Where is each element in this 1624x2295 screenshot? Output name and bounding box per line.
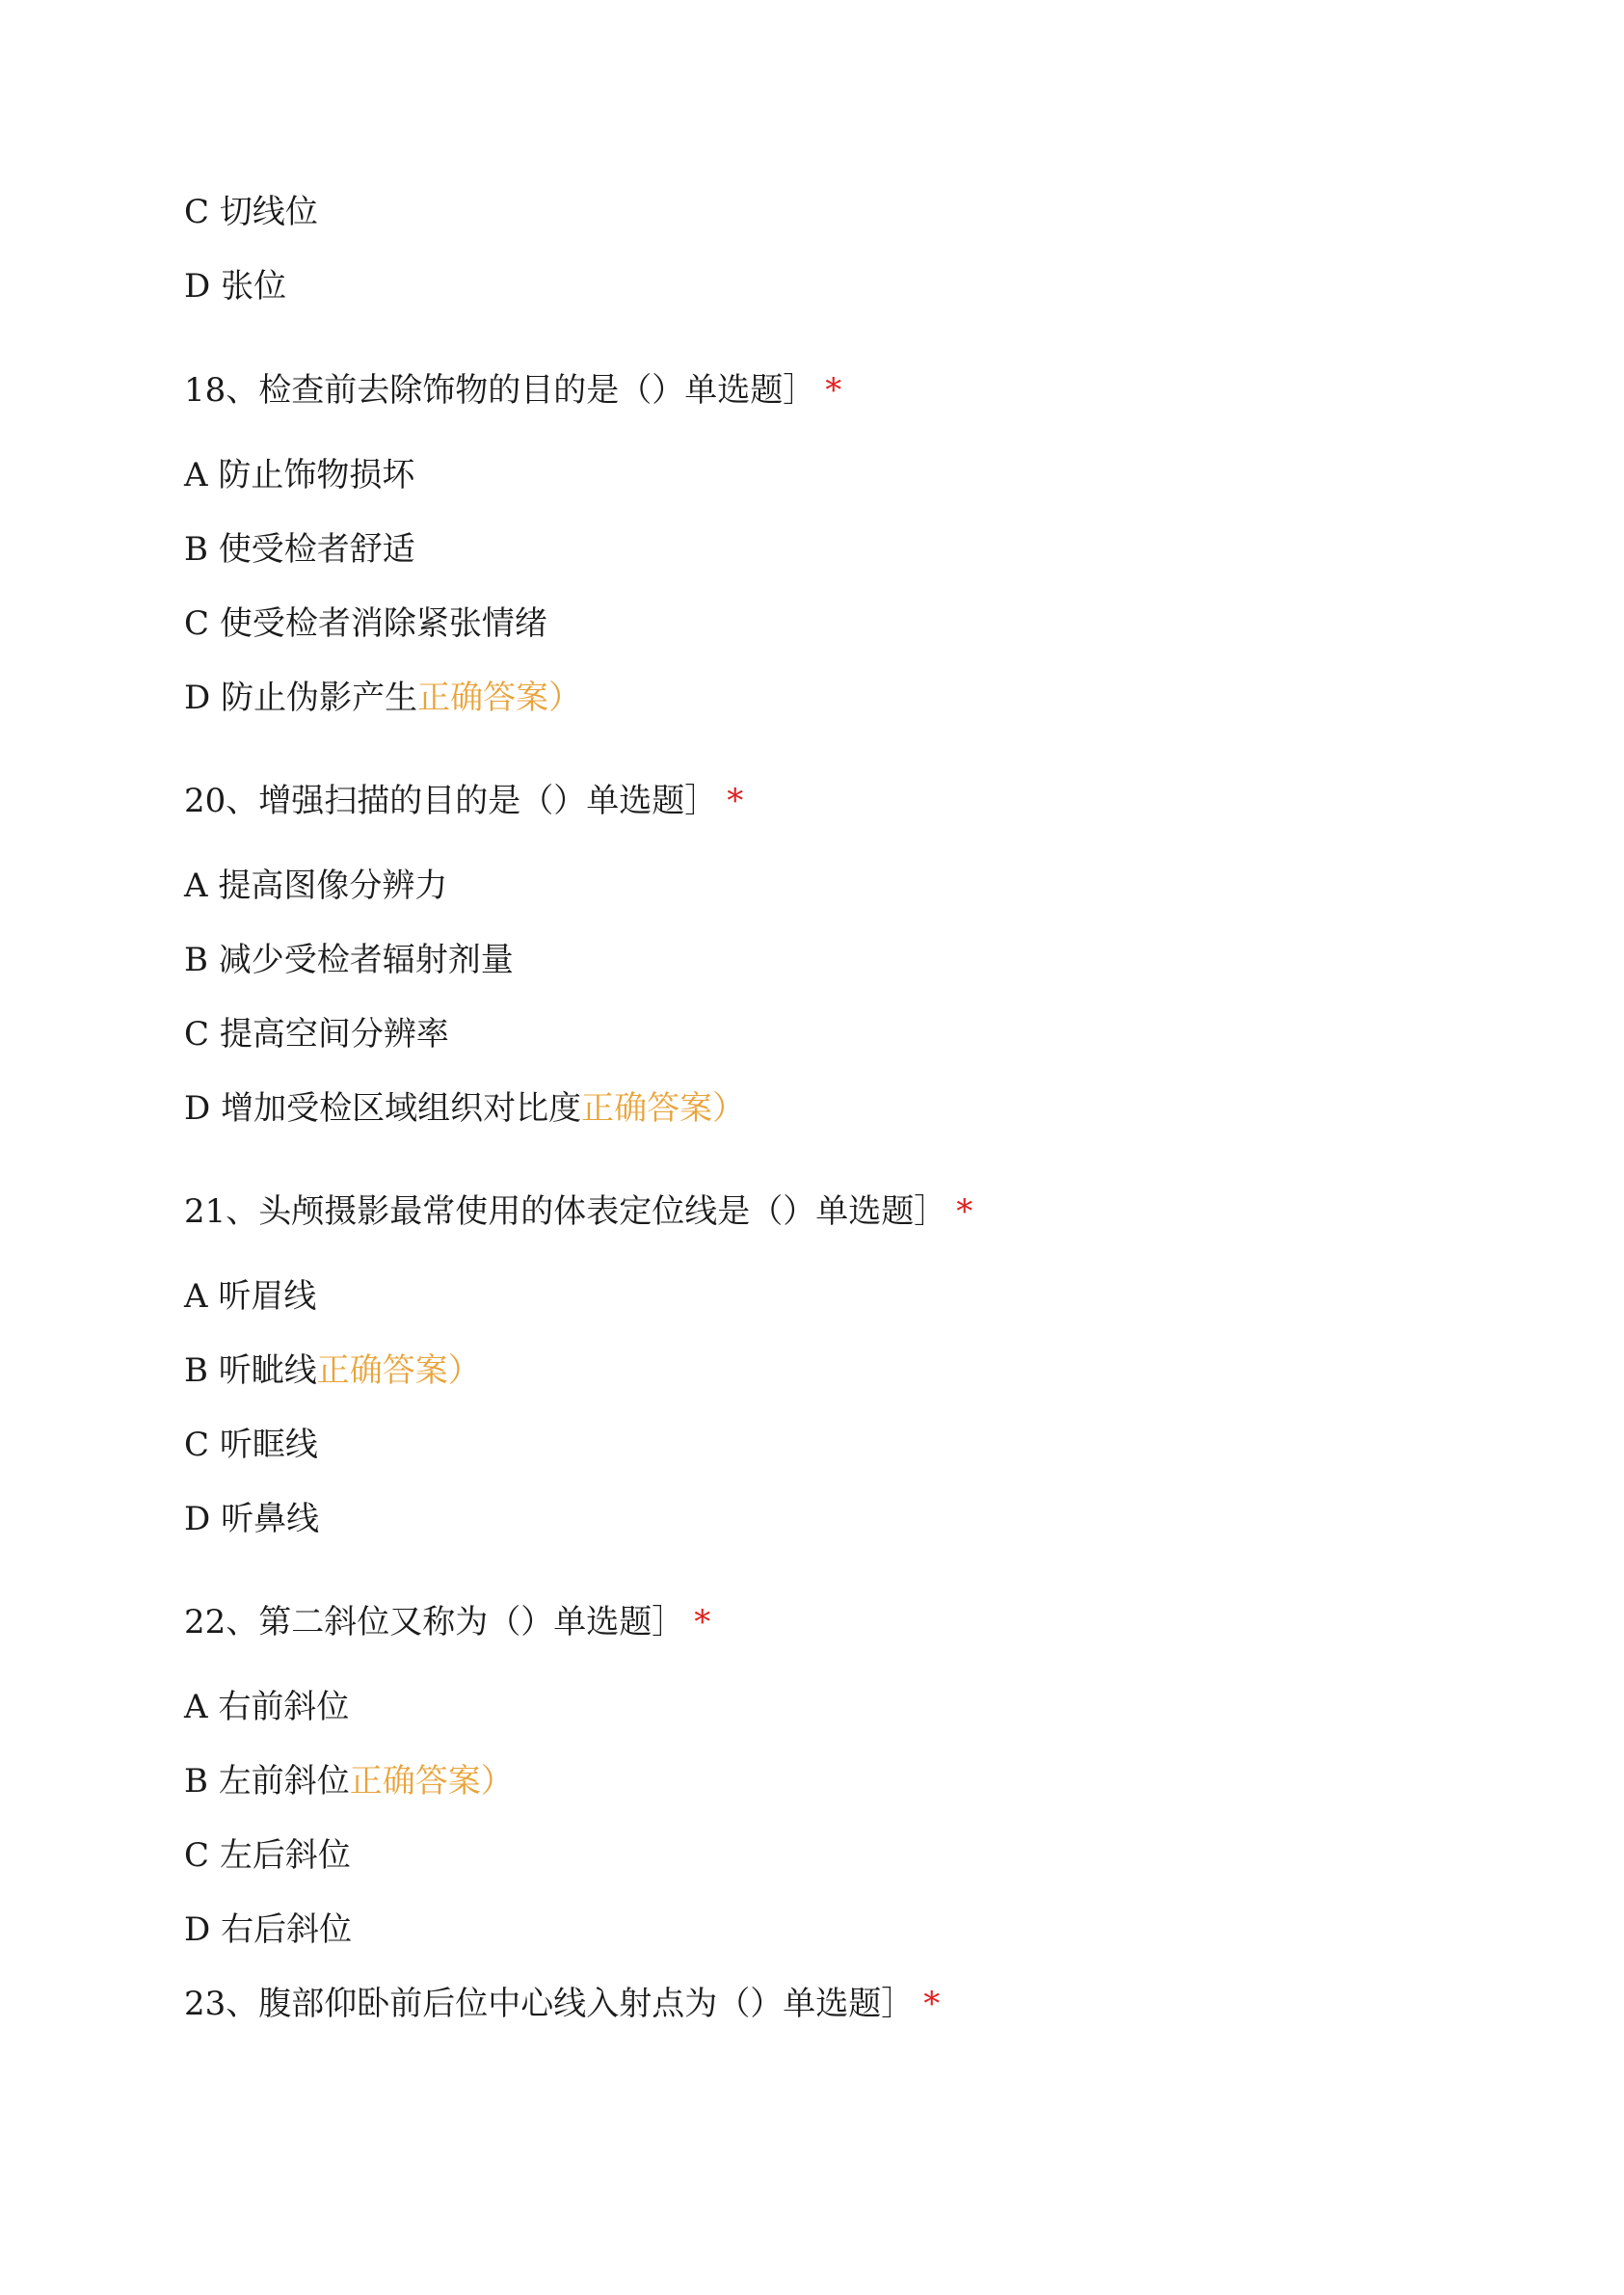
- option-text: A 右前斜位: [184, 1688, 350, 1726]
- question-22: [184, 1602, 710, 1642]
- correct-answer-marker: 正确答案）: [581, 1089, 746, 1128]
- option-text: D 张位: [184, 267, 287, 306]
- required-star: *: [825, 371, 842, 410]
- question-18-option-b: [184, 529, 415, 570]
- required-star: *: [694, 1603, 711, 1641]
- question-22-option-b: [184, 1761, 514, 1801]
- question-23: [184, 1984, 940, 2024]
- question-21-option-c: [184, 1425, 318, 1465]
- option-text: D 增加受检区域组织对比度: [184, 1089, 582, 1128]
- question-18-option-d: [184, 678, 581, 718]
- correct-answer-marker: 正确答案）: [349, 1762, 514, 1801]
- question-21-option-b: [184, 1350, 481, 1391]
- question-21: [184, 1191, 972, 1232]
- correct-answer-marker: 正确答案）: [417, 679, 582, 717]
- option-text: C 听眶线: [184, 1426, 318, 1464]
- question-21-option-a: [184, 1276, 316, 1317]
- question-18: [184, 370, 841, 411]
- option-c-prev: [184, 192, 318, 232]
- question-22-option-d: [184, 1909, 352, 1950]
- option-text: B 使受检者舒适: [184, 530, 415, 569]
- option-text: C 切线位: [184, 193, 318, 231]
- option-text: A 防止饰物损坏: [184, 456, 415, 494]
- question-22-option-c: [184, 1835, 351, 1876]
- option-d-prev: [184, 266, 286, 307]
- question-20-option-b: [184, 940, 514, 980]
- question-text: 18、检查前去除饰物的目的是（）单选题］: [184, 371, 816, 410]
- correct-answer-marker: 正确答案）: [316, 1351, 481, 1390]
- option-text: B 左前斜位: [184, 1762, 350, 1801]
- option-text: B 听眦线: [184, 1351, 317, 1390]
- question-20-option-a: [184, 866, 447, 906]
- question-text: 23、腹部仰卧前后位中心线入射点为（）单选题］: [184, 1985, 915, 2023]
- question-22-option-a: [184, 1687, 349, 1727]
- question-21-option-d: [184, 1499, 319, 1539]
- option-text: C 使受检者消除紧张情绪: [184, 604, 547, 643]
- question-18-option-c: [184, 603, 547, 644]
- question-20: [184, 781, 743, 821]
- question-20-option-c: [184, 1014, 449, 1054]
- required-star: *: [956, 1192, 973, 1231]
- option-text: D 防止伪影产生: [184, 679, 418, 717]
- option-text: A 提高图像分辨力: [184, 867, 448, 905]
- option-text: B 减少受检者辐射剂量: [184, 941, 514, 979]
- question-text: 21、头颅摄影最常使用的体表定位线是（）单选题］: [184, 1192, 947, 1231]
- option-text: D 右后斜位: [184, 1910, 353, 1949]
- option-text: C 提高空间分辨率: [184, 1015, 449, 1054]
- required-star: *: [727, 782, 744, 820]
- question-18-option-a: [184, 455, 414, 495]
- question-text: 22、第二斜位又称为（）单选题］: [184, 1603, 685, 1641]
- required-star: *: [923, 1985, 941, 2023]
- option-text: D 听鼻线: [184, 1500, 320, 1538]
- question-20-option-d: [184, 1088, 745, 1129]
- option-text: A 听眉线: [184, 1277, 317, 1316]
- option-text: C 左后斜位: [184, 1836, 351, 1875]
- question-text: 20、增强扫描的目的是（）单选题］: [184, 782, 718, 820]
